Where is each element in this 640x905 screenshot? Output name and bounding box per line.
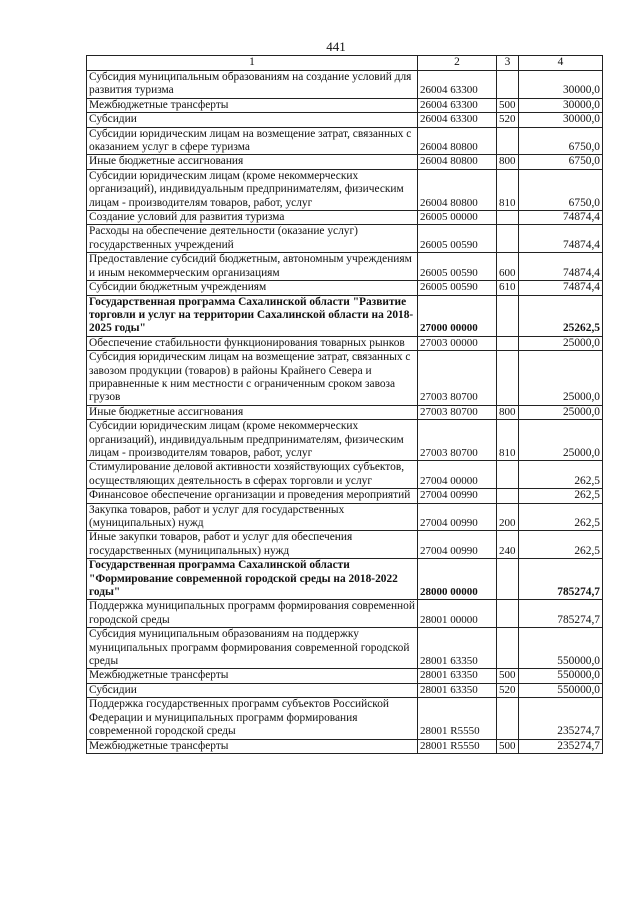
row-code-cell: 26004 63300 [418, 71, 497, 99]
row-amount-cell: 262,5 [519, 461, 603, 489]
row-amount-cell: 262,5 [519, 531, 603, 559]
row-amount-cell: 25000,0 [519, 405, 603, 419]
row-code-cell: 26004 63300 [418, 113, 497, 127]
row-code-cell: 28001 63350 [418, 628, 497, 669]
row-name-cell: Обеспечение стабильности функционирования товарных рынков [87, 336, 418, 350]
row-name-cell: Субсидии [87, 683, 418, 697]
table-row [87, 698, 603, 739]
table-row [87, 503, 603, 531]
row-name-cell: Субсидия муниципальным образованиям на создание условий для развития туризма [87, 71, 418, 99]
page-number: 441 [326, 39, 346, 54]
row-type-cell [497, 336, 519, 350]
row-code-cell: 28001 R5550 [418, 739, 497, 753]
row-amount-cell: 74874,4 [519, 281, 603, 295]
row-amount-cell: 74874,4 [519, 253, 603, 281]
row-name-cell: Субсидии юридическим лицам (кроме некоммерческих организаций), индивидуальным предпринимателям, физическим лицам - производителям товаров, работ, услуг [87, 169, 418, 210]
row-amount-cell: 74874,4 [519, 211, 603, 225]
row-type-cell [497, 600, 519, 628]
row-type-cell: 810 [497, 169, 519, 210]
table-row [87, 336, 603, 350]
row-name-cell: Иные закупки товаров, работ и услуг для обеспечения государственных (муниципальных) нужд [87, 531, 418, 559]
row-type-cell [497, 351, 519, 406]
row-name-cell: Государственная программа Сахалинской области "Развитие торговли и услуг на территории Сахалинской области на 2018-2025 годы" [87, 295, 418, 336]
row-code-cell: 26005 00590 [418, 225, 497, 253]
row-code-cell: 27004 00000 [418, 461, 497, 489]
table-header [87, 56, 603, 71]
row-code-cell: 27000 00000 [418, 295, 497, 336]
row-code-cell: 27004 00990 [418, 531, 497, 559]
row-code-cell: 27003 00000 [418, 336, 497, 350]
row-type-cell [497, 628, 519, 669]
row-type-cell: 500 [497, 669, 519, 683]
row-type-cell [497, 559, 519, 600]
row-name-cell: Предоставление субсидий бюджетным, автономным учреждениям и иным некоммерческим организациям [87, 253, 418, 281]
table-row [87, 281, 603, 295]
row-code-cell: 27003 80700 [418, 351, 497, 406]
row-amount-cell: 6750,0 [519, 169, 603, 210]
header-row [87, 56, 603, 71]
row-amount-cell: 30000,0 [519, 98, 603, 112]
table-row [87, 127, 603, 155]
row-code-cell: 27004 00990 [418, 489, 497, 503]
row-code-cell: 27003 80700 [418, 405, 497, 419]
row-amount-cell: 785274,7 [519, 559, 603, 600]
row-amount-cell: 25000,0 [519, 420, 603, 461]
row-code-cell: 26004 63300 [418, 98, 497, 112]
row-type-cell: 500 [497, 98, 519, 112]
row-amount-cell: 30000,0 [519, 71, 603, 99]
row-type-cell: 810 [497, 420, 519, 461]
header-col-1: 1 [87, 56, 418, 71]
row-type-cell [497, 461, 519, 489]
row-type-cell: 520 [497, 683, 519, 697]
row-name-cell: Иные бюджетные ассигнования [87, 405, 418, 419]
row-amount-cell: 6750,0 [519, 127, 603, 155]
table-body [87, 71, 603, 754]
row-code-cell: 28001 63350 [418, 669, 497, 683]
row-code-cell: 28001 00000 [418, 600, 497, 628]
row-code-cell: 26004 80800 [418, 127, 497, 155]
row-name-cell: Субсидия муниципальным образованиям на поддержку муниципальных программ формирования современной городской среды [87, 628, 418, 669]
program-row [87, 295, 603, 336]
row-name-cell: Межбюджетные трансферты [87, 669, 418, 683]
table-row [87, 155, 603, 169]
row-code-cell: 26005 00000 [418, 211, 497, 225]
row-type-cell [497, 489, 519, 503]
row-amount-cell: 235274,7 [519, 698, 603, 739]
row-code-cell: 26004 80800 [418, 155, 497, 169]
row-amount-cell: 550000,0 [519, 669, 603, 683]
row-amount-cell: 262,5 [519, 489, 603, 503]
row-name-cell: Межбюджетные трансферты [87, 98, 418, 112]
row-code-cell: 28001 63350 [418, 683, 497, 697]
row-name-cell: Субсидия юридическим лицам на возмещение затрат, связанных с завозом продукции (товаров) в районы Крайнего Севера и приравненные к ним местности с ограниченным сроком завоза грузов [87, 351, 418, 406]
header-col-3: 3 [497, 56, 519, 71]
row-type-cell: 520 [497, 113, 519, 127]
row-type-cell: 800 [497, 405, 519, 419]
table-row [87, 71, 603, 99]
row-code-cell: 26005 00590 [418, 281, 497, 295]
row-name-cell: Субсидии [87, 113, 418, 127]
row-type-cell [497, 698, 519, 739]
table-row [87, 489, 603, 503]
row-name-cell: Финансовое обеспечение организации и проведения мероприятий [87, 489, 418, 503]
row-amount-cell: 25000,0 [519, 351, 603, 406]
program-row [87, 559, 603, 600]
row-amount-cell: 30000,0 [519, 113, 603, 127]
row-amount-cell: 785274,7 [519, 600, 603, 628]
table-row [87, 169, 603, 210]
table-row [87, 600, 603, 628]
table-row [87, 225, 603, 253]
row-type-cell: 500 [497, 739, 519, 753]
row-type-cell [497, 71, 519, 99]
table-row [87, 628, 603, 669]
row-code-cell: 28001 R5550 [418, 698, 497, 739]
row-amount-cell: 6750,0 [519, 155, 603, 169]
budget-table [86, 55, 603, 754]
row-type-cell [497, 127, 519, 155]
header-col-2: 2 [418, 56, 497, 71]
row-name-cell: Поддержка муниципальных программ формирования современной городской среды [87, 600, 418, 628]
table-row [87, 405, 603, 419]
table-row [87, 211, 603, 225]
row-amount-cell: 25262,5 [519, 295, 603, 336]
table-row [87, 683, 603, 697]
row-code-cell: 26004 80800 [418, 169, 497, 210]
row-name-cell: Поддержка государственных программ субъектов Российской Федерации и муниципальных программ формирования современной городской среды [87, 698, 418, 739]
row-name-cell: Закупка товаров, работ и услуг для государственных (муниципальных) нужд [87, 503, 418, 531]
table-row [87, 531, 603, 559]
row-type-cell: 240 [497, 531, 519, 559]
row-amount-cell: 25000,0 [519, 336, 603, 350]
table-row [87, 669, 603, 683]
row-type-cell [497, 225, 519, 253]
row-type-cell [497, 295, 519, 336]
table-row [87, 461, 603, 489]
row-amount-cell: 550000,0 [519, 683, 603, 697]
row-amount-cell: 74874,4 [519, 225, 603, 253]
row-type-cell [497, 211, 519, 225]
table-row [87, 113, 603, 127]
table-row [87, 351, 603, 406]
row-amount-cell: 550000,0 [519, 628, 603, 669]
row-type-cell: 200 [497, 503, 519, 531]
row-amount-cell: 235274,7 [519, 739, 603, 753]
table-row [87, 420, 603, 461]
row-type-cell: 800 [497, 155, 519, 169]
table-row [87, 98, 603, 112]
row-type-cell: 600 [497, 253, 519, 281]
row-code-cell: 26005 00590 [418, 253, 497, 281]
row-name-cell: Субсидии бюджетным учреждениям [87, 281, 418, 295]
row-code-cell: 27004 00990 [418, 503, 497, 531]
header-col-4: 4 [519, 56, 603, 71]
row-code-cell: 28000 00000 [418, 559, 497, 600]
row-name-cell: Иные бюджетные ассигнования [87, 155, 418, 169]
row-name-cell: Субсидии юридическим лицам на возмещение затрат, связанных с оказанием услуг в сфере туризма [87, 127, 418, 155]
row-name-cell: Расходы на обеспечение деятельности (оказание услуг) государственных учреждений [87, 225, 418, 253]
row-name-cell: Стимулирование деловой активности хозяйствующих субъектов, осуществляющих деятельность в сферах торговли и услуг [87, 461, 418, 489]
row-name-cell: Создание условий для развития туризма [87, 211, 418, 225]
row-code-cell: 27003 80700 [418, 420, 497, 461]
table-row [87, 253, 603, 281]
row-name-cell: Государственная программа Сахалинской области "Формирование современной городской среды на 2018-2022 годы" [87, 559, 418, 600]
row-amount-cell: 262,5 [519, 503, 603, 531]
row-type-cell: 610 [497, 281, 519, 295]
row-name-cell: Межбюджетные трансферты [87, 739, 418, 753]
table-row [87, 739, 603, 753]
row-name-cell: Субсидии юридическим лицам (кроме некоммерческих организаций), индивидуальным предпринимателям, физическим лицам - производителям товаров, работ, услуг [87, 420, 418, 461]
